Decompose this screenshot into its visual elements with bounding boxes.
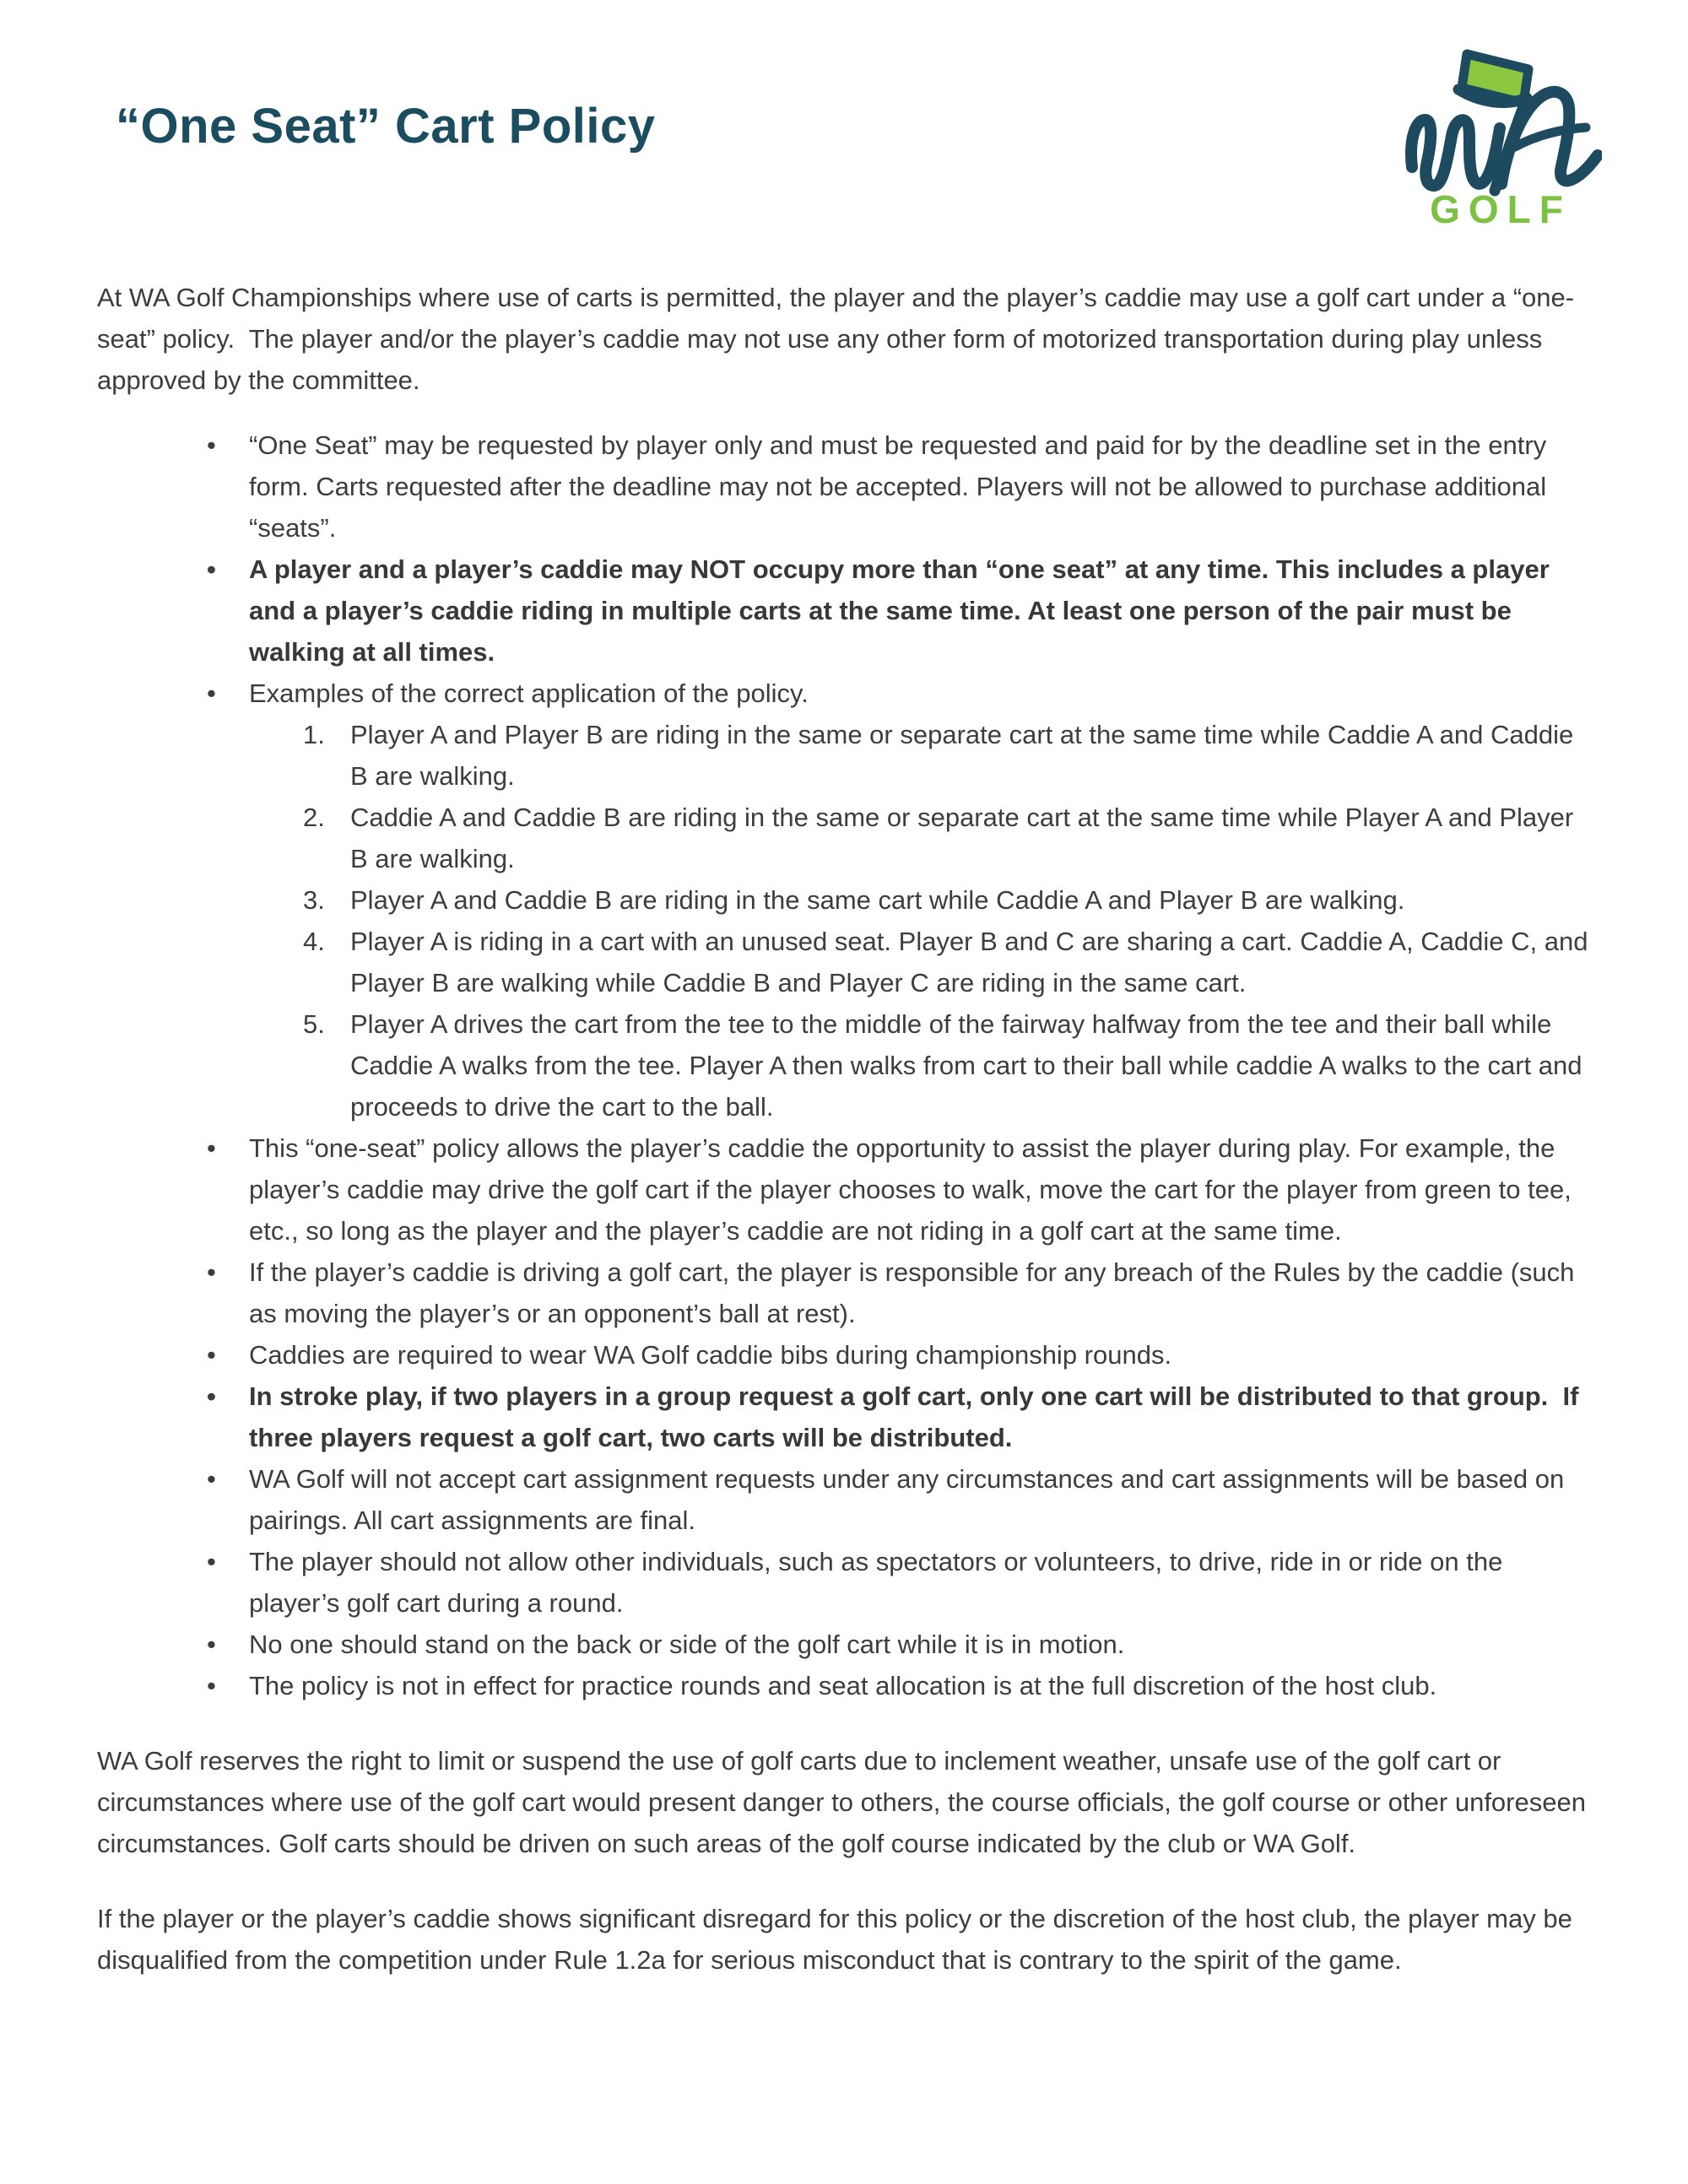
- example-text-1: Player A and Player B are riding in the same or separate cart at the same time while Caddie A and Caddie B are walking.: [350, 720, 1581, 791]
- example-item-4: [97, 921, 1595, 1003]
- closing-paragraph-1: WA Golf reserves the right to limit or suspend the use of golf carts due to inclement weather, unsafe use of the golf cart or circumstances where use of the golf cart would present danger to others, the course officials, the golf course or other unforeseen circumstances. Golf carts should be driven on such areas of the golf course indicated by the club or WA Golf.: [97, 1746, 1593, 1858]
- policy-bullet-caddie-bibs: • Caddies are required to wear WA Golf caddie bibs during championship rounds.: [97, 1334, 1595, 1376]
- policy-bullet-examples-intro: • Examples of the correct application of the policy.: [97, 673, 1595, 714]
- document-body: [0, 100, 1688, 1981]
- page-title: “One Seat” Cart Policy: [116, 99, 656, 154]
- policy-bullet-one-seat-rule: • A player and a player’s caddie may NOT occupy more than “one seat” at any time. This includes a player and a player’s caddie riding in multiple carts at the same time. At least one person of the pair must be walking at all times.: [97, 549, 1595, 673]
- wa-wordmark-w: [1411, 120, 1500, 186]
- policy-bullet-seat-request: • “One Seat” may be requested by player only and must be requested and paid for by the deadline set in the entry form. Carts requested after the deadline may not be accepted. Players will not be allowed to purchase additional “seats”.: [97, 424, 1595, 549]
- example-text-2: Caddie A and Caddie B are riding in the same or separate cart at the same time while Player A and Player B are walking.: [350, 803, 1581, 873]
- policy-bullet-other-individuals: • The player should not allow other individuals, such as spectators or volunteers, to drive, ride in or ride on the player’s golf cart during a round.: [97, 1541, 1595, 1624]
- example-number-1: 1.: [303, 720, 325, 749]
- examples-list: [97, 714, 1595, 1127]
- policy-bullet-cart-assignments: • WA Golf will not accept cart assignment requests under any circumstances and cart assignments will be based on pairings. All cart assignments are final.: [97, 1458, 1595, 1541]
- policy-bullet-cart-distribution: • In stroke play, if two players in a group request a golf cart, only one cart will be distributed to that group. If three players request a golf cart, two carts will be distributed.: [97, 1376, 1595, 1458]
- example-number-2: 2.: [303, 803, 325, 832]
- wa-golf-logo-graphic: [1399, 41, 1602, 236]
- example-item-1: [97, 714, 1595, 797]
- wa-wordmark-crossbar: [1515, 127, 1586, 147]
- closing-paragraph-2: If the player or the player’s caddie shows significant disregard for this policy or the discretion of the host club, the player may be disqualified from the competition under Rule 1.2a for serious misconduct that is contrary to the spirit of the game.: [97, 1904, 1580, 1975]
- policy-bullet-caddie-breach: • If the player’s caddie is driving a golf cart, the player is responsible for any breach of the Rules by the caddie (such as moving the player’s or an opponent’s ball at rest).: [97, 1251, 1595, 1334]
- example-item-5: [97, 1003, 1595, 1127]
- example-text-3: Player A and Caddie B are riding in the same cart while Caddie A and Player B are walking.: [350, 885, 1405, 915]
- policy-bullet-caddie-assist: • This “one-seat” policy allows the player’s caddie the opportunity to assist the player during play. For example, the player’s caddie may drive the golf cart if the player chooses to walk, move the cart for the player from green to tee, etc., so long as the player and the player’s caddie are not riding in a golf cart at the same time.: [97, 1127, 1595, 1251]
- intro-paragraph: At WA Golf Championships where use of carts is permitted, the player and the player’s caddie may use a golf cart under a “one-seat” policy. The player and/or the player’s caddie may not use any other form of motorized transportation during play unless approved by the committee.: [97, 283, 1575, 395]
- policy-bullet-standing: • No one should stand on the back or side of the golf cart while it is in motion.: [97, 1624, 1595, 1665]
- example-number-5: 5.: [303, 1009, 325, 1039]
- policy-bullet-list: [97, 424, 1595, 714]
- example-text-5: Player A drives the cart from the tee to the middle of the fairway halfway from the tee and their ball while Caddie A walks from the tee. Player A then walks from cart to their ball while caddie A walks to the cart and proceeds to drive the cart to the ball.: [350, 1009, 1590, 1122]
- example-number-3: 3.: [303, 885, 325, 915]
- example-number-4: 4.: [303, 927, 325, 956]
- example-item-2: [97, 797, 1595, 879]
- example-item-3: [97, 879, 1595, 921]
- policy-bullet-practice-rounds: • The policy is not in effect for practice rounds and seat allocation is at the full discretion of the host club.: [97, 1665, 1595, 1706]
- example-text-4: Player A is riding in a cart with an unused seat. Player B and C are sharing a cart. Caddie A, Caddie C, and Player B are walking while Caddie B and Player C are riding in the same cart.: [350, 927, 1596, 997]
- policy-bullet-list-continued: [97, 1127, 1595, 1706]
- golf-logo-text: GOLF: [1430, 187, 1572, 231]
- wa-golf-logo: [1399, 41, 1602, 236]
